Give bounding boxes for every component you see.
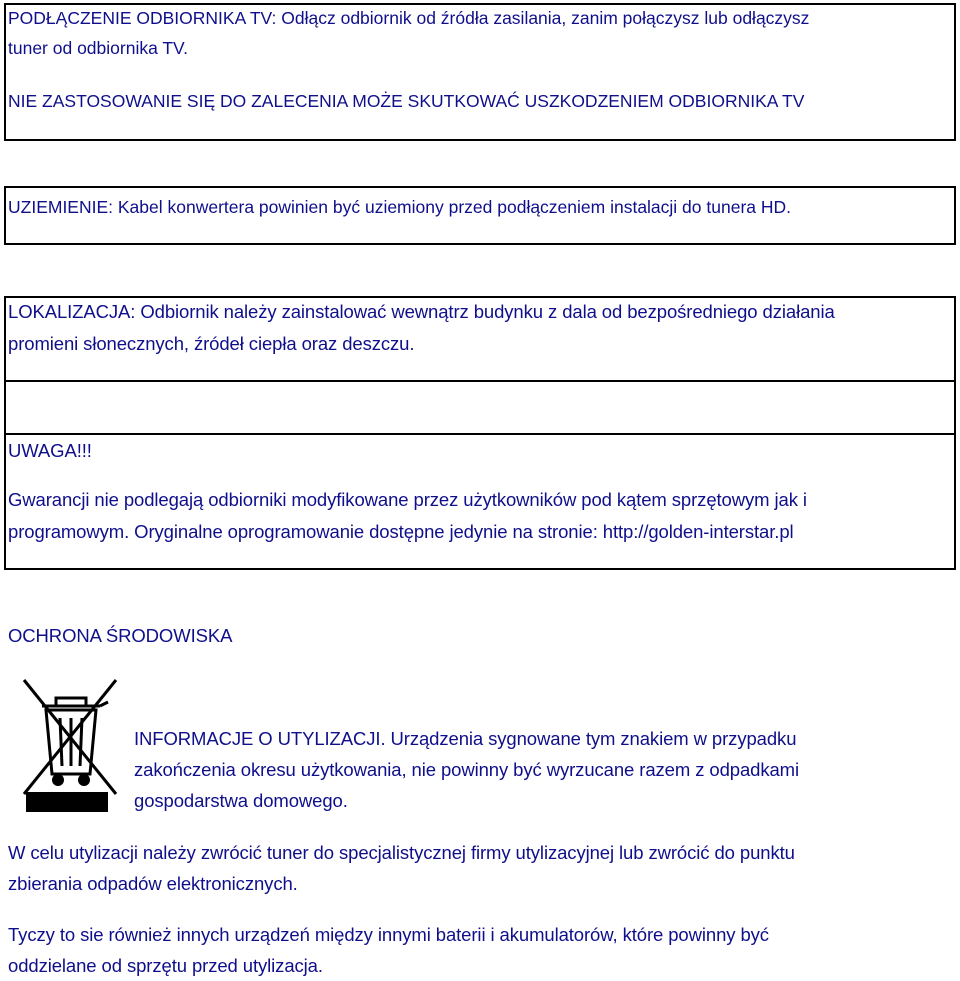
warranty-line-1: Gwarancji nie podlegają odbiorniki modyfikowane przez użytkowników pod kątem sprzętowym jak i: [8, 489, 807, 510]
disposal-para1-line-1: W celu utylizacji należy zwrócić tuner do specjalistycznej firmy utylizacyjnej lub zwrócić do punktu: [8, 842, 795, 863]
disposal-para1-line-2: zbierania odpadów elektronicznych.: [8, 873, 298, 894]
warranty-line-2: programowym. Oryginalne oprogramowanie dostępne jedynie na stronie: http://golden-interstar.pl: [8, 521, 794, 542]
disposal-para2-line-1: Tyczy to sie również innych urządzeń między innymi baterii i akumulatorów, które powinny być: [8, 924, 769, 945]
connection-warning-line-1: PODŁĄCZENIE ODBIORNIKA TV: Odłącz odbiornik od źródła zasilania, zanim połączysz lub odłączysz: [8, 8, 810, 28]
location-line-1: LOKALIZACJA: Odbiornik należy zainstalować wewnątrz budynku z dala od bezpośredniego działania: [8, 301, 835, 322]
disposal-info-line-2: zakończenia okresu użytkowania, nie powinny być wyrzucane razem z odpadkami: [134, 759, 800, 780]
empty-box: [4, 380, 956, 435]
disposal-para2-line-2: oddzielane od sprzętu przed utylizacja.: [8, 955, 323, 976]
crossed-out-wheelie-bin-icon: [20, 676, 120, 816]
grounding-text: UZIEMIENIE: Kabel konwertera powinien być uziemiony przed podłączeniem instalacji do tunera HD.: [8, 197, 792, 217]
disposal-info-line-3: gospodarstwa domowego.: [134, 790, 348, 811]
environment-heading: OCHRONA ŚRODOWISKA: [8, 625, 233, 646]
connection-warning-line-2: tuner od odbiornika TV.: [8, 38, 188, 58]
location-line-2: promieni słonecznych, źródeł ciepła oraz deszczu.: [8, 333, 415, 354]
warranty-heading: UWAGA!!!: [8, 440, 92, 461]
connection-warning-caps: NIE ZASTOSOWANIE SIĘ DO ZALECENIA MOŻE SKUTKOWAĆ USZKODZENIEM ODBIORNIKA TV: [8, 91, 805, 111]
disposal-info-line-1: INFORMACJE O UTYLIZACJI. Urządzenia sygnowane tym znakiem w przypadku: [134, 728, 797, 749]
